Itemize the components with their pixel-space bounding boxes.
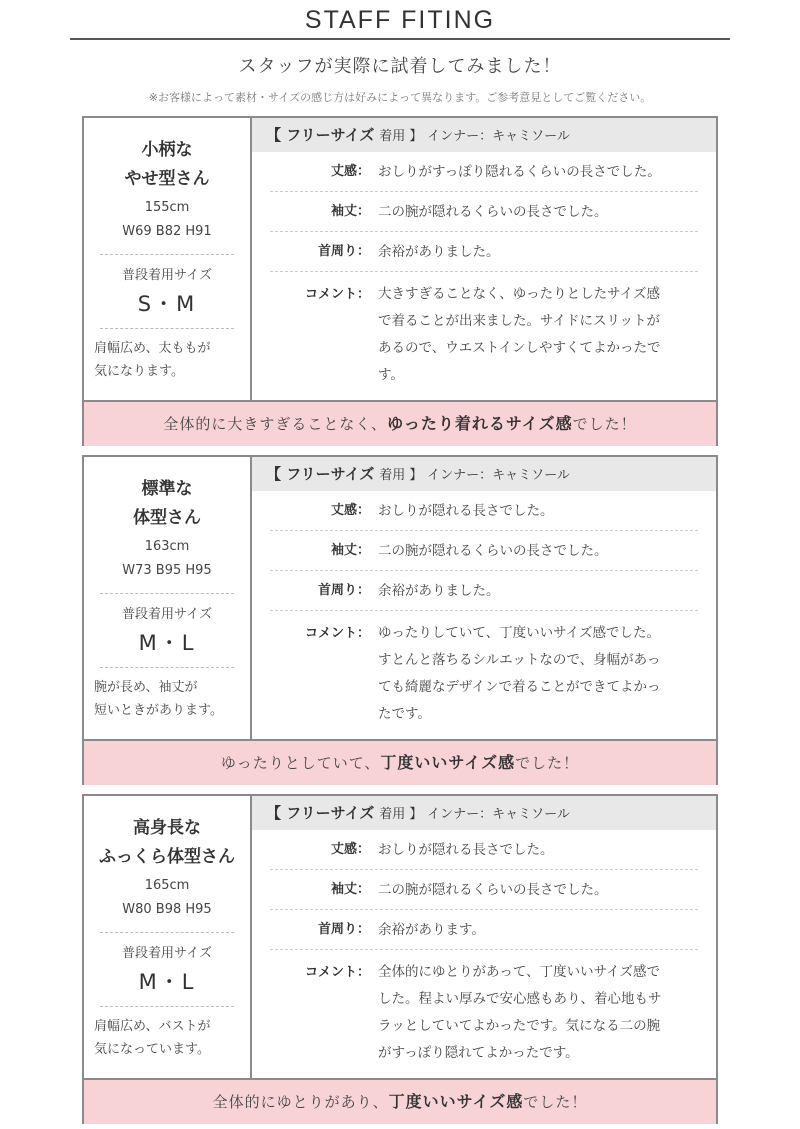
- comment-line: ラッとしていてよかったです。気になる二の腕: [378, 1018, 661, 1034]
- usual-size-value: M・L: [138, 631, 196, 655]
- comment-value: [378, 281, 698, 389]
- size-prefix: 【 フリーサイズ: [266, 126, 375, 144]
- comment-value: [378, 959, 698, 1067]
- comment-label: コメント：: [304, 626, 370, 641]
- staff-card-3: [82, 794, 718, 1124]
- summary-banner: [84, 1078, 716, 1124]
- summary-highlight: 丁度いいサイズ感: [388, 1092, 524, 1111]
- inner-label: インナー：キャミソール: [427, 129, 570, 144]
- staff-type-line1: 標準な: [141, 479, 193, 499]
- staff-type-line1: 小柄な: [141, 140, 193, 160]
- staff-type-line2: やせ型さん: [124, 169, 210, 189]
- comment-value: [378, 620, 698, 728]
- row-comment: [270, 611, 698, 728]
- concern-line: 肩幅広め、太ももが: [94, 341, 211, 356]
- inner-label: インナー：キャミソール: [427, 468, 570, 483]
- summary-highlight: 丁度いいサイズ感: [380, 753, 516, 772]
- concern-line: 気になっています。: [94, 1042, 210, 1057]
- page-title: STAFF FITING: [304, 6, 496, 34]
- divider: [100, 932, 234, 933]
- disclaimer-note: ※お客様によって素材・サイズの感じ方は好みによって異なります。ご参考意見としてご覧ください。: [148, 91, 652, 104]
- comment-line: がすっぽり隠れてよかったです。: [378, 1045, 579, 1061]
- divider: [100, 667, 234, 668]
- size-prefix: 【 フリーサイズ: [266, 465, 375, 483]
- staff-measurements: W69 B82 H91: [122, 224, 212, 239]
- length-value: おしりが隠れる長さでした。: [378, 842, 554, 858]
- staff-profile: [84, 118, 252, 402]
- concern-line: 気になります。: [94, 364, 184, 379]
- length-value: おしりが隠れる長さでした。: [378, 503, 554, 519]
- row-length: [270, 152, 698, 192]
- sleeve-value: 二の腕が隠れるくらいの長さでした。: [378, 543, 608, 559]
- comment-line: たです。: [378, 706, 431, 722]
- staff-height: 165cm: [144, 878, 190, 893]
- length-value: おしりがすっぽり隠れるくらいの長さでした。: [378, 164, 661, 180]
- summary-banner: [84, 739, 716, 785]
- summary-text: でした！: [515, 754, 580, 772]
- usual-size-label: 普段着用サイズ: [122, 607, 212, 622]
- summary-banner: [84, 400, 716, 446]
- comment-line: 大きすぎることなく、ゆったりとしたサイズ感: [378, 286, 661, 302]
- divider: [100, 328, 234, 329]
- comment-line: 全体的にゆとりがあって、丁度いいサイズ感で: [378, 964, 661, 980]
- neck-label: 首周り：: [317, 583, 370, 598]
- row-neck: [270, 232, 698, 272]
- row-sleeve: [270, 870, 698, 910]
- neck-value: 余裕がありました。: [378, 244, 500, 260]
- row-neck: [270, 571, 698, 611]
- comment-line: した。程よい厚みで安心感もあり、着心地もサ: [378, 991, 662, 1007]
- size-worn-header: [252, 457, 716, 491]
- usual-size-value: M・L: [138, 970, 196, 994]
- comment-line: ゆったりしていて、丁度いいサイズ感でした。: [378, 625, 661, 641]
- summary-text: でした！: [523, 1093, 588, 1111]
- size-suffix: 着用 】: [379, 807, 423, 822]
- neck-label: 首周り：: [317, 922, 370, 937]
- concern-line: 肩幅広め、バストが: [94, 1019, 211, 1034]
- size-worn-header: [252, 118, 716, 152]
- row-sleeve: [270, 531, 698, 571]
- divider: [100, 254, 234, 255]
- divider: [100, 593, 234, 594]
- staff-height: 163cm: [144, 539, 190, 554]
- inner-label: インナー：キャミソール: [427, 807, 570, 822]
- staff-measurements: W80 B98 H95: [122, 902, 212, 917]
- staff-concern: [84, 337, 250, 383]
- usual-size-value: S・M: [137, 292, 197, 316]
- comment-line: で着ることが出来ました。サイドにスリットが: [378, 313, 661, 329]
- staff-type-line2: ふっくら体型さん: [99, 847, 235, 867]
- concern-line: 短いときがあります。: [94, 703, 223, 718]
- sleeve-label: 袖丈：: [330, 204, 370, 219]
- lead-text: スタッフが実際に試着してみました！: [238, 56, 562, 77]
- size-worn-header: [252, 796, 716, 830]
- sleeve-value: 二の腕が隠れるくらいの長さでした。: [378, 882, 608, 898]
- staff-profile: [84, 457, 252, 741]
- neck-value: 余裕がありました。: [378, 583, 500, 599]
- neck-label: 首周り：: [317, 244, 370, 259]
- divider: [100, 1006, 234, 1007]
- length-label: 丈感：: [330, 842, 370, 857]
- staff-card-2: [82, 455, 718, 785]
- usual-size-label: 普段着用サイズ: [122, 946, 212, 961]
- sleeve-value: 二の腕が隠れるくらいの長さでした。: [378, 204, 608, 220]
- row-comment: [270, 272, 698, 389]
- usual-size-label: 普段着用サイズ: [122, 268, 212, 283]
- summary-text: 全体的に大きすぎることなく、: [163, 415, 388, 433]
- summary-highlight: ゆったり着れるサイズ感: [387, 414, 573, 433]
- comment-line: す。: [378, 367, 404, 383]
- summary-text: 全体的にゆとりがあり、: [212, 1093, 389, 1111]
- staff-concern: [84, 1015, 250, 1061]
- comment-label: コメント：: [304, 287, 370, 302]
- fitting-details: [252, 796, 716, 1067]
- row-comment: [270, 950, 698, 1067]
- comment-label: コメント：: [304, 965, 370, 980]
- concern-line: 腕が長め、袖丈が: [94, 680, 198, 695]
- row-sleeve: [270, 192, 698, 232]
- staff-concern: [84, 676, 250, 722]
- staff-height: 155cm: [144, 200, 190, 215]
- size-suffix: 着用 】: [379, 129, 423, 144]
- size-prefix: 【 フリーサイズ: [266, 804, 375, 822]
- comment-line: あるので、ウエストインしやすくてよかったで: [378, 340, 661, 356]
- fitting-details: [252, 457, 716, 728]
- staff-measurements: W73 B95 H95: [122, 563, 212, 578]
- staff-card-1: [82, 116, 718, 446]
- staff-type-line2: 体型さん: [133, 508, 201, 528]
- sleeve-label: 袖丈：: [330, 543, 370, 558]
- length-label: 丈感：: [330, 503, 370, 518]
- neck-value: 余裕があります。: [378, 922, 485, 938]
- size-suffix: 着用 】: [379, 468, 423, 483]
- row-length: [270, 830, 698, 870]
- comment-line: すとんと落ちるシルエットなので、身幅があっ: [378, 652, 661, 668]
- staff-type-line1: 高身長な: [133, 818, 201, 838]
- fitting-details: [252, 118, 716, 389]
- sleeve-label: 袖丈：: [330, 882, 370, 897]
- summary-text: ゆったりとしていて、: [220, 754, 381, 772]
- length-label: 丈感：: [330, 164, 370, 179]
- comment-line: ても綺麗なデザインで着ることができてよかっ: [378, 679, 661, 695]
- title-underline: [70, 38, 730, 40]
- row-neck: [270, 910, 698, 950]
- summary-text: でした！: [572, 415, 637, 433]
- staff-profile: [84, 796, 252, 1080]
- row-length: [270, 491, 698, 531]
